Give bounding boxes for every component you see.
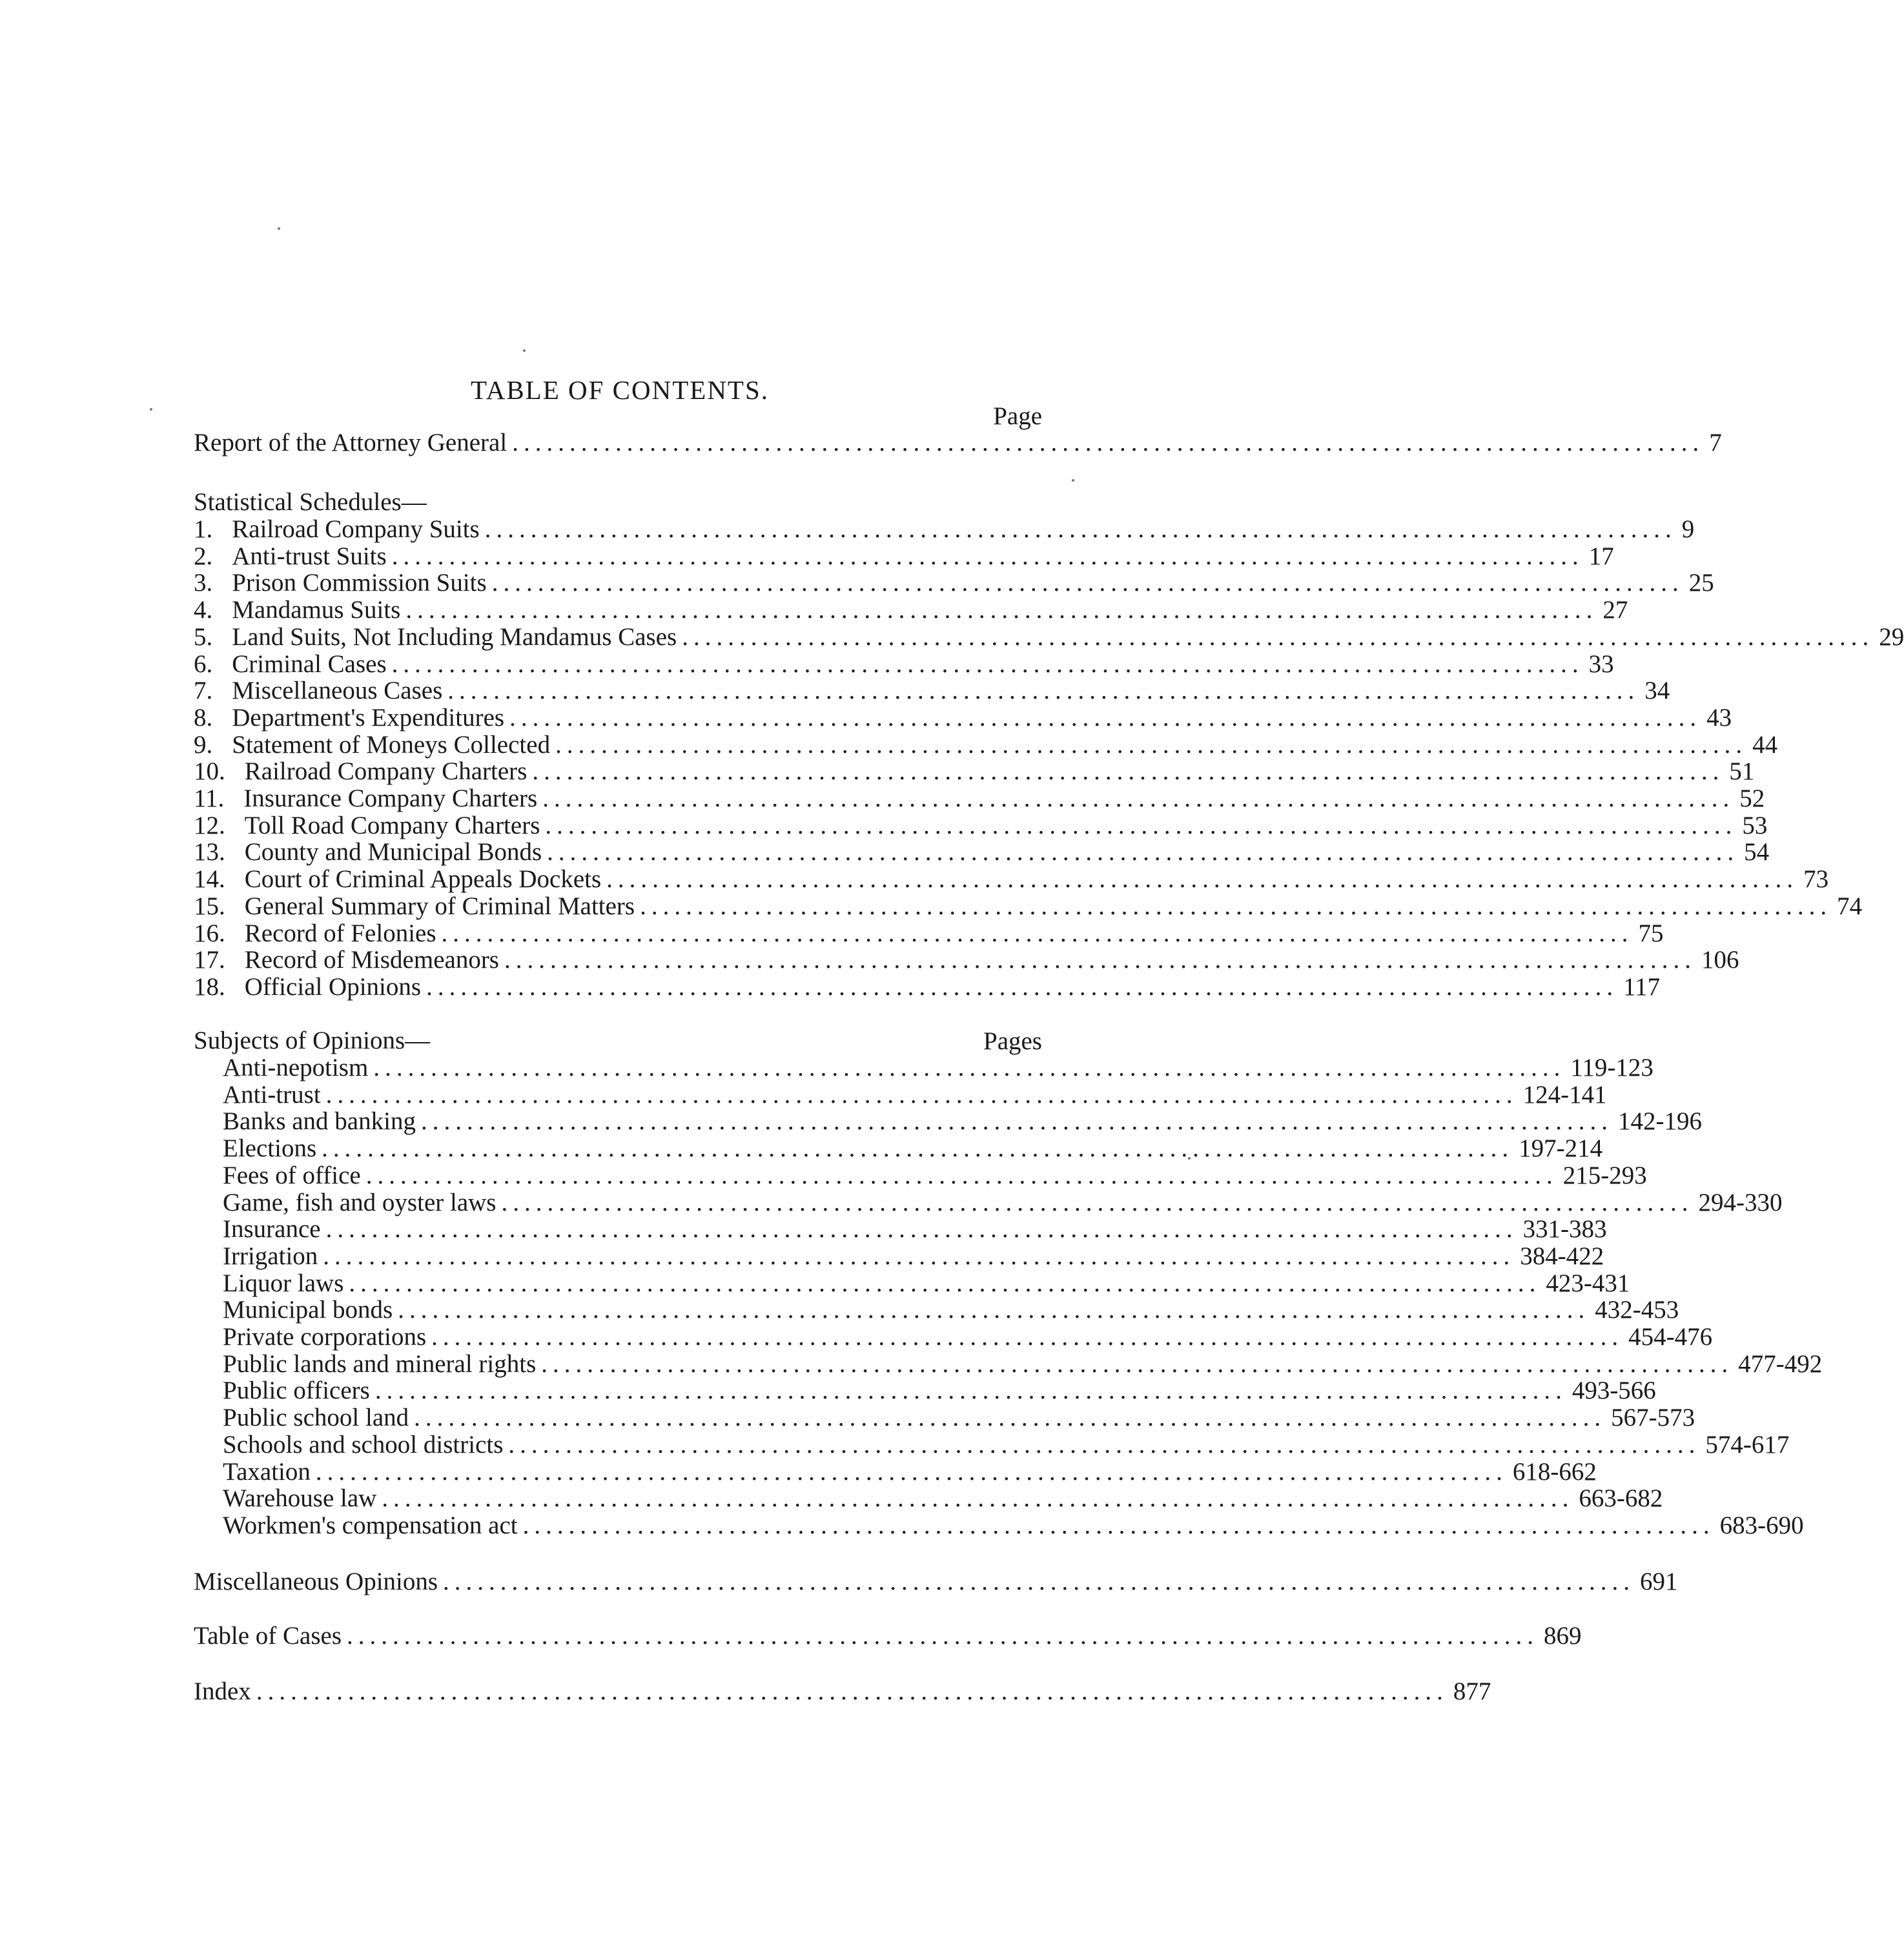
dot-leader: ........................................................................................................ <box>541 1349 1734 1378</box>
dot-leader: ........................................................................................................ <box>256 1677 1448 1705</box>
entry-label: Elections <box>223 1134 317 1163</box>
entry-pages: 454-476 <box>1628 1323 1713 1351</box>
dot-leader: ........................................................................................................ <box>431 1323 1624 1351</box>
entry-pages: 142-196 <box>1617 1107 1702 1136</box>
entry-number: 18. <box>194 972 225 1001</box>
dot-leader: ........................................................................................................ <box>347 1622 1539 1650</box>
toc-entry-index[interactable] <box>194 1677 1491 1706</box>
dot-leader: ........................................................................................................ <box>682 622 1874 651</box>
entry-number: 1. <box>194 515 213 543</box>
toc-entry-table-of-cases[interactable] <box>194 1622 1582 1650</box>
entry-pages: 477-492 <box>1738 1349 1823 1378</box>
entry-number: 16. <box>194 919 225 947</box>
entry-label: Irrigation <box>223 1242 318 1270</box>
entry-label: Mandamus Suits <box>232 596 401 624</box>
dot-leader: ........................................................................................................ <box>547 838 1739 866</box>
dot-leader: ........................................................................................................ <box>522 1511 1715 1539</box>
toc-title: TABLE OF CONTENTS. <box>470 375 770 405</box>
page-speck <box>150 408 152 411</box>
dot-leader: ........................................................................................................ <box>501 1188 1694 1216</box>
entry-label: Workmen's compensation act <box>223 1511 518 1539</box>
schedule-entry[interactable] <box>194 650 1614 679</box>
toc-entry-report[interactable] <box>194 429 1722 457</box>
entry-pages: 493-566 <box>1571 1377 1656 1405</box>
entry-label: Fees of office <box>223 1161 361 1189</box>
entry-label: Schools and school districts <box>223 1430 504 1459</box>
section-heading-schedules: Statistical Schedules— <box>194 488 427 516</box>
entry-number: 10. <box>194 757 225 786</box>
entry-number: 3. <box>194 569 213 597</box>
entry-pages: 294-330 <box>1698 1188 1783 1216</box>
subject-entry[interactable] <box>223 1296 1679 1324</box>
schedule-entry[interactable] <box>194 596 1628 624</box>
schedule-entry[interactable] <box>194 892 1863 921</box>
dot-leader: ........................................................................................................ <box>640 892 1832 920</box>
entry-pages: 124-141 <box>1522 1080 1607 1109</box>
subject-entry[interactable] <box>223 1430 1790 1459</box>
entry-label: Warehouse law <box>223 1484 377 1513</box>
entry-page: 53 <box>1742 811 1768 839</box>
schedule-entry[interactable] <box>194 972 1661 1001</box>
schedule-entry[interactable] <box>194 730 1778 759</box>
entry-label: Public lands and mineral rights <box>223 1349 537 1378</box>
dot-leader: ........................................................................................................ <box>391 650 1584 678</box>
entry-label: Railroad Company Suits <box>232 515 480 543</box>
entry-page: 73 <box>1803 865 1829 894</box>
entry-number: 8. <box>194 703 213 732</box>
page-speck <box>278 227 280 230</box>
schedule-entry[interactable] <box>194 677 1670 705</box>
entry-label: Insurance <box>223 1215 321 1244</box>
entry-page: 117 <box>1623 972 1661 1001</box>
entry-number: 17. <box>194 946 225 974</box>
subject-entry[interactable] <box>223 1134 1603 1163</box>
schedule-entry[interactable] <box>194 703 1732 732</box>
dot-leader: ........................................................................................................ <box>542 784 1735 812</box>
dot-leader: ........................................................................................................ <box>545 811 1737 839</box>
entry-label: Anti-trust <box>223 1080 321 1109</box>
schedule-entry[interactable] <box>194 542 1614 571</box>
dot-leader: ........................................................................................................ <box>509 703 1702 732</box>
entry-label: Statement of Moneys Collected <box>232 730 551 759</box>
subject-entry[interactable] <box>223 1377 1656 1405</box>
schedule-entry[interactable] <box>194 919 1664 948</box>
entry-label: Public school land <box>223 1404 409 1432</box>
dot-leader: ........................................................................................................ <box>414 1404 1606 1432</box>
dot-leader: ........................................................................................................ <box>322 1134 1514 1163</box>
dot-leader: ........................................................................................................ <box>373 1054 1566 1081</box>
entry-pages: 683-690 <box>1719 1511 1804 1539</box>
entry-label: Official Opinions <box>244 972 422 1001</box>
dot-leader: ........................................................................................................ <box>420 1107 1613 1136</box>
entry-label: Department's Expenditures <box>232 703 505 732</box>
dot-leader: ........................................................................................................ <box>532 757 1725 786</box>
entry-page: 877 <box>1453 1677 1491 1705</box>
dot-leader: ........................................................................................................ <box>443 1568 1635 1595</box>
dot-leader: ........................................................................................................ <box>504 946 1696 974</box>
entry-pages: 215-293 <box>1562 1161 1647 1189</box>
dot-leader: ........................................................................................................ <box>374 1377 1567 1405</box>
page-speck <box>1072 479 1074 482</box>
dot-leader: ........................................................................................................ <box>405 596 1598 624</box>
entry-label: Banks and banking <box>223 1107 416 1136</box>
entry-page: 691 <box>1640 1568 1678 1595</box>
dot-leader: ........................................................................................................ <box>365 1161 1558 1189</box>
schedule-entry[interactable] <box>194 622 1904 651</box>
entry-label: Criminal Cases <box>232 650 387 678</box>
entry-label: Public officers <box>223 1377 370 1405</box>
schedule-entry[interactable] <box>194 569 1714 597</box>
subject-entry[interactable] <box>223 1269 1630 1298</box>
subject-entry[interactable] <box>223 1511 1804 1540</box>
entry-label: Insurance Company Charters <box>243 784 538 812</box>
schedule-entry[interactable] <box>194 811 1768 840</box>
entry-page: 74 <box>1837 892 1863 920</box>
entry-page: 17 <box>1588 542 1614 570</box>
schedule-entry[interactable] <box>194 757 1755 786</box>
schedule-entry[interactable] <box>194 865 1829 894</box>
subject-entry[interactable] <box>223 1161 1647 1190</box>
toc-entry-miscellaneous-opinions[interactable] <box>194 1568 1678 1596</box>
schedule-entry[interactable] <box>194 784 1765 813</box>
entry-page: 75 <box>1638 919 1664 947</box>
entry-pages: 384-422 <box>1520 1242 1604 1270</box>
entry-pages: 197-214 <box>1519 1134 1603 1163</box>
dot-leader: ........................................................................................................ <box>447 677 1640 705</box>
subject-entry[interactable] <box>223 1188 1783 1217</box>
entry-label: Court of Criminal Appeals Dockets <box>244 865 602 894</box>
subject-entry[interactable] <box>223 1242 1604 1271</box>
entry-label: Anti-nepotism <box>223 1054 369 1081</box>
entry-label: Report of the Attorney General <box>194 429 507 456</box>
dot-leader: ........................................................................................................ <box>491 569 1684 597</box>
entry-page: 7 <box>1709 429 1722 456</box>
pages-column-header: Pages <box>983 1027 1042 1055</box>
entry-page: 29 <box>1879 622 1904 651</box>
entry-label: Index <box>194 1677 251 1705</box>
entry-label: Land Suits, Not Including Mandamus Cases <box>232 622 677 651</box>
entry-number: 5. <box>194 622 213 651</box>
entry-number: 9. <box>194 730 213 759</box>
entry-page: 33 <box>1588 650 1614 678</box>
schedule-entry[interactable] <box>194 515 1695 544</box>
subject-entry[interactable] <box>223 1404 1695 1432</box>
entry-number: 14. <box>194 865 225 894</box>
entry-pages: 423-431 <box>1546 1269 1630 1297</box>
subject-entry[interactable] <box>223 1349 1823 1378</box>
page-column-header: Page <box>993 402 1042 430</box>
entry-pages: 331-383 <box>1522 1215 1607 1244</box>
dot-leader: ........................................................................................................ <box>606 865 1799 894</box>
schedule-entry[interactable] <box>194 946 1739 974</box>
entry-label: Miscellaneous Cases <box>232 677 443 705</box>
entry-label: County and Municipal Bonds <box>244 838 542 866</box>
entry-number: 15. <box>194 892 225 920</box>
entry-page: 34 <box>1644 677 1670 705</box>
subject-entry[interactable] <box>223 1107 1702 1136</box>
subject-entry[interactable] <box>223 1323 1713 1351</box>
dot-leader: ........................................................................................................ <box>426 972 1619 1001</box>
dot-leader: ........................................................................................................ <box>441 919 1633 947</box>
entry-pages: 574-617 <box>1705 1430 1790 1459</box>
entry-number: 2. <box>194 542 213 570</box>
entry-number: 4. <box>194 596 213 624</box>
entry-page: 43 <box>1706 703 1732 732</box>
entry-number: 7. <box>194 677 213 705</box>
entry-label: Anti-trust Suits <box>232 542 387 570</box>
subject-entry[interactable] <box>223 1457 1597 1486</box>
entry-label: Record of Misdemeanors <box>244 946 499 974</box>
entry-label: Municipal bonds <box>223 1296 393 1324</box>
page-speck <box>523 349 526 352</box>
entry-label: Record of Felonies <box>244 919 436 947</box>
dot-leader: ........................................................................................................ <box>382 1484 1574 1513</box>
subject-entry[interactable] <box>223 1484 1663 1513</box>
entry-page: 44 <box>1752 730 1778 759</box>
entry-label: Miscellaneous Opinions <box>194 1568 438 1595</box>
subject-entry[interactable] <box>223 1215 1607 1244</box>
entry-label: Toll Road Company Charters <box>244 811 540 839</box>
entry-label: General Summary of Criminal Matters <box>244 892 635 920</box>
entry-label: Game, fish and oyster laws <box>223 1188 496 1216</box>
dot-leader: ........................................................................................................ <box>325 1080 1518 1109</box>
entry-page: 25 <box>1688 569 1714 597</box>
entry-label: Taxation <box>223 1457 311 1486</box>
dot-leader: ........................................................................................................ <box>315 1457 1508 1486</box>
entry-number: 11. <box>194 784 225 812</box>
section-heading-subjects: Subjects of Opinions— <box>194 1027 431 1054</box>
entry-page: 869 <box>1544 1622 1582 1650</box>
dot-leader: ........................................................................................................ <box>325 1215 1518 1244</box>
dot-leader: ........................................................................................................ <box>512 429 1704 456</box>
entry-label: Private corporations <box>223 1323 427 1351</box>
entry-page: 52 <box>1739 784 1765 812</box>
dot-leader: ........................................................................................................ <box>398 1296 1590 1324</box>
entry-pages: 567-573 <box>1611 1404 1695 1432</box>
subject-entry[interactable] <box>223 1080 1607 1109</box>
dot-leader: ........................................................................................................ <box>555 730 1748 759</box>
dot-leader: ........................................................................................................ <box>323 1242 1515 1270</box>
entry-number: 12. <box>194 811 225 839</box>
entry-label: Prison Commission Suits <box>232 569 487 597</box>
entry-page: 51 <box>1729 757 1755 786</box>
entry-label: Table of Cases <box>194 1622 342 1650</box>
dot-leader: ........................................................................................................ <box>484 515 1677 543</box>
entry-pages: 432-453 <box>1595 1296 1679 1324</box>
entry-page: 27 <box>1602 596 1628 624</box>
schedule-entry[interactable] <box>194 838 1770 866</box>
entry-pages: 618-662 <box>1512 1457 1597 1486</box>
entry-number: 6. <box>194 650 213 678</box>
dot-leader: ........................................................................................................ <box>349 1269 1541 1297</box>
entry-page: 54 <box>1744 838 1770 866</box>
entry-page: 106 <box>1701 946 1739 974</box>
entry-number: 13. <box>194 838 225 866</box>
dot-leader: ........................................................................................................ <box>508 1430 1701 1459</box>
entry-page: 9 <box>1681 515 1695 543</box>
entry-pages: 663-682 <box>1579 1484 1663 1513</box>
entry-pages: 119-123 <box>1570 1054 1653 1081</box>
entry-label: Liquor laws <box>223 1269 344 1297</box>
dot-leader: ........................................................................................................ <box>391 542 1584 570</box>
subject-entry[interactable] <box>223 1054 1653 1082</box>
entry-label: Railroad Company Charters <box>244 757 527 786</box>
